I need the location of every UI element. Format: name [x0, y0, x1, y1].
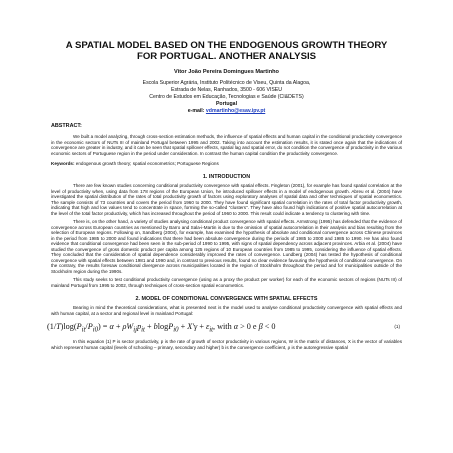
abstract-text: We built a model analyzing, through cross-section estimation methods, the influence of spatial effects and human capital in the conditional productivity convergence in the economic sectors of NUTs III of mainland Portugal between 1995 and 2002. Taking into account the estimation results, it is stated once again that the indications of convergence are greater in industry, and it can be seen that spatial spillover effects, spatial lag and spatial error, do not condition the convergence of productivity in the various economic sectors of Portuguese region in the period under consideration. In contrast the human capital condition the productivity convergence. [51, 134, 402, 156]
email-link[interactable]: vdmartinho@esav.ipv.pt [205, 108, 266, 114]
affiliation-line-2: Estrada de Nelas, Ranhados, 3500 - 606 VISEU [170, 87, 283, 93]
email-label: e-mail: [187, 108, 205, 114]
model-paragraph-2: In this equation (1) P is sector productivity, p is the rate of growth of sector productivity in various regions, W is the matrix of distances, X is the vector of variables which represent human capital (levels of schooling – primary, secondary and higher) b is the convergence coefficient, ρ is the autoregressive spatial [51, 339, 402, 350]
abstract-heading: ABSTRACT: [51, 123, 82, 129]
affiliation-country: Portugal [215, 101, 238, 107]
keywords-label: Keywords: [51, 161, 75, 166]
equation-formula: $(1/T)\log(P_{it}/P_{i0}) = \alpha + \rho W_{ij}p_{it} + blogP_{i0} + X'\gamma + \varepsilon_{it}$, with α > 0 e β < 0 [47, 322, 276, 334]
intro-paragraph-1: There are few known studies concerning conditional productivity convergence with spatial effects. Fingleton (2001), for example has found spatial correlation at the level of productivity when, using data from 178 regions of the European Union, he introduced spillover effects in a model of endogenous growth. Abreu et al. (2004) have investigated the spatial distribution of the rates of total productivity growth of factors using exploratory analyses of spatial data and other techniques of spatial econometrics. The sample consists of 73 countries and covers the period from 1960 to 2000. They have found significant spatial correlation in the rates of total factor productivity growth, indicating that high and low values tend to concentrate in space, forming the so-called "clusters". They have also found high indications of positive spatial autocorrelation at the level of the total factor productivity, which has increased throughout the period of 1960 to 2000. This result could indicate a tendency to clustering with time. [51, 183, 402, 216]
paper-title: A SPATIAL MODEL BASED ON THE ENDOGENOUS GROWTH THEORY FOR PORTUGAL. ANOTHER ANALYSIS [65, 40, 388, 62]
section-1-heading: 1. INTRODUCTION [202, 174, 251, 180]
intro-paragraph-3: This study seeks to test conditional productivity convergence (using as a proxy the product per worker) for each of the economic sectors of regions (NUTs III) of mainland Portugal from 1995 to 2002, through techniques of cross-section spatial econometrics. [51, 277, 402, 288]
author-name: Vitor João Pereira Domingues Martinho [174, 69, 279, 75]
model-paragraph-1: Bearing in mind the theoretical considerations, what is presented next is the model used to analyse conditional productivity convergence with spatial effects and with human capital, at a sector and regional level in mainland Portugal: [51, 305, 402, 316]
equation-1 [47, 322, 402, 334]
affiliation-line-3: Centro de Estudos em Educação, Tecnologias e Saúde (CI&DETS) [149, 94, 304, 100]
keywords-line [51, 161, 402, 166]
section-2-heading: 2. MODEL OF CONDITIONAL CONVERGENCE WITH SPATIAL EFFECTS [135, 296, 318, 302]
affiliation-line-1: Escola Superior Agrária, Instituto Politécnico de Viseu, Quinta da Alagoa, [142, 80, 311, 86]
email-line [51, 108, 402, 115]
intro-paragraph-2: There is, on the other hand, a variety of studies analysing conditional product convergence with spatial effects. Armstrong (1995) has defended that the evidence of convergence across European countries as mentioned by Barro and Sala-i-Martin is due to the omission of spatial autocorrelation in their analysis and bias resulting from the selection of European regions. Following on, Sandberg (2004), for example, has examined the hypothesis of absolute and conditional convergence across Chinese provinces in the period from 1985 to 2000 and found indications that there had been absolute convergence during the periods of 1985 to 2000 and 1985 to 1990. He has also found evidence that conditional convergence had been seen in the sub-period of 1990 to 1995, with signs of spatial dependency across adjacent provinces. Arbia et al. (2004) have studied the convergence of gross domestic product per capita among 125 regions of 10 European countries from 1985 to 1995, considering the influence of spatial effects. They concluded that the consideration of spatial dependence considerably improved the rates of convergence. Lundberg (2004) has tested the hypothesis of conditional convergence with spatial effects between 1981 and 1990 and, in contrast to previous results, found no clear evidence favouring the hypothesis of conditional convergence. On the contrary, the results foresaw conditional divergence across municipalities located in the region of Stockholm throughout the period and for municipalities outside of the Stockholm region during the 1990s. [51, 219, 402, 274]
affiliation-block [51, 80, 402, 115]
equation-number: (1) [394, 324, 400, 329]
keywords-text: endogenous growth theory; spatial econometrics; Portuguese Regions [75, 161, 219, 166]
